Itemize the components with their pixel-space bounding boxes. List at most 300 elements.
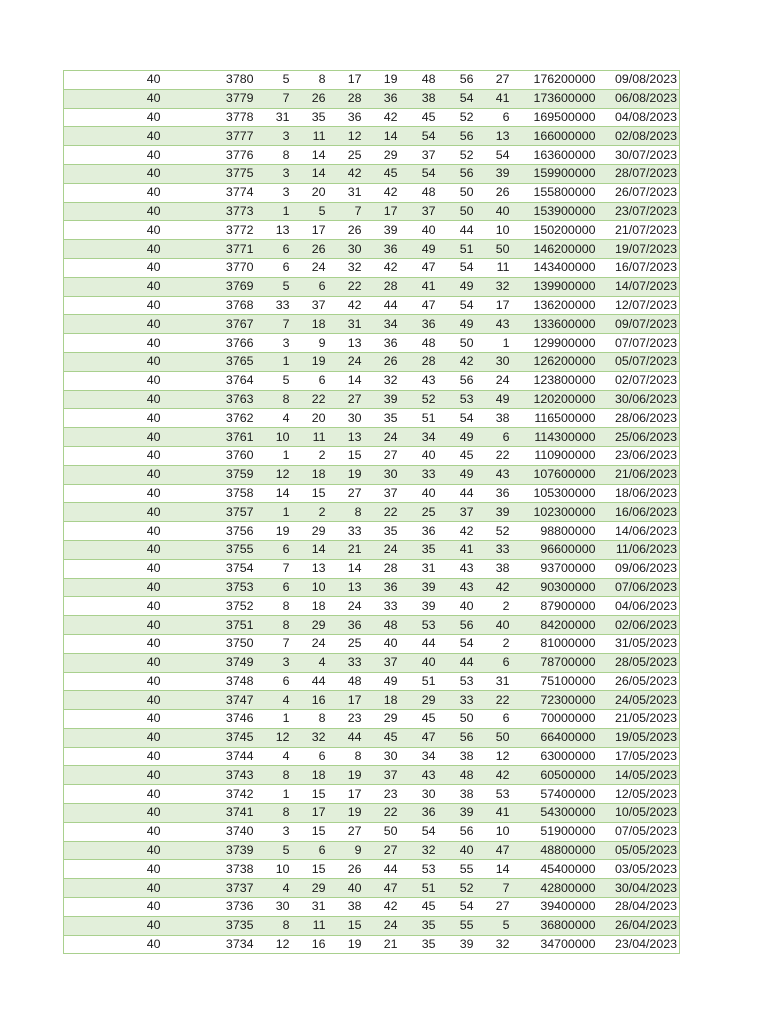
- draw-date-cell: 09/07/2023: [599, 315, 680, 334]
- table-row: [64, 841, 680, 860]
- ball-2-cell: 31: [293, 898, 329, 917]
- ball-4-cell: 36: [365, 240, 401, 259]
- ball-4-cell: 36: [365, 578, 401, 597]
- ball-5-cell: 29: [401, 691, 439, 710]
- table-row: [64, 860, 680, 879]
- ball-4-cell: 33: [365, 597, 401, 616]
- game-id-cell: 40: [64, 164, 164, 183]
- ball-2-cell: 20: [293, 409, 329, 428]
- ball-6-cell: 43: [439, 578, 477, 597]
- ball-5-cell: 43: [401, 766, 439, 785]
- ball-6-cell: 54: [439, 296, 477, 315]
- bonus-ball-cell: 42: [477, 766, 513, 785]
- ball-3-cell: 15: [329, 446, 365, 465]
- ball-2-cell: 14: [293, 540, 329, 559]
- ball-2-cell: 6: [293, 747, 329, 766]
- ball-6-cell: 45: [439, 446, 477, 465]
- jackpot-cell: 126200000: [513, 352, 599, 371]
- bonus-ball-cell: 43: [477, 315, 513, 334]
- table-row: [64, 747, 680, 766]
- draw-date-cell: 11/06/2023: [599, 540, 680, 559]
- game-id-cell: 40: [64, 352, 164, 371]
- draw-date-cell: 31/05/2023: [599, 634, 680, 653]
- bonus-ball-cell: 10: [477, 221, 513, 240]
- draw-number-cell: 3780: [164, 71, 257, 90]
- draw-number-cell: 3775: [164, 164, 257, 183]
- ball-1-cell: 4: [257, 879, 293, 898]
- ball-6-cell: 55: [439, 916, 477, 935]
- ball-3-cell: 19: [329, 465, 365, 484]
- ball-2-cell: 11: [293, 916, 329, 935]
- ball-2-cell: 6: [293, 277, 329, 296]
- ball-1-cell: 10: [257, 428, 293, 447]
- game-id-cell: 40: [64, 446, 164, 465]
- ball-3-cell: 25: [329, 146, 365, 165]
- ball-4-cell: 27: [365, 841, 401, 860]
- ball-4-cell: 34: [365, 315, 401, 334]
- table-row: [64, 634, 680, 653]
- game-id-cell: 40: [64, 258, 164, 277]
- draw-date-cell: 23/07/2023: [599, 202, 680, 221]
- bonus-ball-cell: 42: [477, 578, 513, 597]
- ball-1-cell: 6: [257, 240, 293, 259]
- jackpot-cell: 54300000: [513, 804, 599, 823]
- ball-6-cell: 39: [439, 804, 477, 823]
- ball-1-cell: 3: [257, 127, 293, 146]
- draw-number-cell: 3774: [164, 183, 257, 202]
- game-id-cell: 40: [64, 616, 164, 635]
- jackpot-cell: 105300000: [513, 484, 599, 503]
- draw-number-cell: 3746: [164, 710, 257, 729]
- ball-1-cell: 1: [257, 785, 293, 804]
- bonus-ball-cell: 32: [477, 277, 513, 296]
- ball-1-cell: 4: [257, 409, 293, 428]
- draw-date-cell: 14/07/2023: [599, 277, 680, 296]
- table-row: [64, 446, 680, 465]
- jackpot-cell: 98800000: [513, 522, 599, 541]
- bonus-ball-cell: 10: [477, 822, 513, 841]
- game-id-cell: 40: [64, 409, 164, 428]
- jackpot-cell: 42800000: [513, 879, 599, 898]
- game-id-cell: 40: [64, 240, 164, 259]
- ball-6-cell: 54: [439, 898, 477, 917]
- ball-1-cell: 5: [257, 71, 293, 90]
- table-row: [64, 164, 680, 183]
- ball-5-cell: 40: [401, 446, 439, 465]
- ball-6-cell: 49: [439, 315, 477, 334]
- ball-3-cell: 32: [329, 258, 365, 277]
- ball-6-cell: 44: [439, 221, 477, 240]
- ball-2-cell: 8: [293, 710, 329, 729]
- table-row: [64, 616, 680, 635]
- ball-6-cell: 54: [439, 634, 477, 653]
- ball-5-cell: 47: [401, 296, 439, 315]
- ball-5-cell: 48: [401, 71, 439, 90]
- bonus-ball-cell: 43: [477, 465, 513, 484]
- ball-2-cell: 22: [293, 390, 329, 409]
- ball-1-cell: 6: [257, 578, 293, 597]
- ball-5-cell: 37: [401, 202, 439, 221]
- bonus-ball-cell: 14: [477, 860, 513, 879]
- ball-4-cell: 22: [365, 804, 401, 823]
- draw-date-cell: 06/08/2023: [599, 89, 680, 108]
- table-row: [64, 465, 680, 484]
- jackpot-cell: 36800000: [513, 916, 599, 935]
- ball-1-cell: 5: [257, 371, 293, 390]
- bonus-ball-cell: 33: [477, 540, 513, 559]
- ball-5-cell: 34: [401, 747, 439, 766]
- jackpot-cell: 159900000: [513, 164, 599, 183]
- draw-date-cell: 19/07/2023: [599, 240, 680, 259]
- ball-4-cell: 37: [365, 484, 401, 503]
- bonus-ball-cell: 30: [477, 352, 513, 371]
- ball-2-cell: 2: [293, 446, 329, 465]
- draw-number-cell: 3747: [164, 691, 257, 710]
- table-row: [64, 653, 680, 672]
- ball-1-cell: 33: [257, 296, 293, 315]
- ball-2-cell: 24: [293, 258, 329, 277]
- bonus-ball-cell: 50: [477, 728, 513, 747]
- jackpot-cell: 116500000: [513, 409, 599, 428]
- draw-date-cell: 12/07/2023: [599, 296, 680, 315]
- ball-6-cell: 56: [439, 127, 477, 146]
- draw-number-cell: 3779: [164, 89, 257, 108]
- jackpot-cell: 155800000: [513, 183, 599, 202]
- table-row: [64, 258, 680, 277]
- ball-5-cell: 31: [401, 559, 439, 578]
- ball-2-cell: 6: [293, 841, 329, 860]
- bonus-ball-cell: 53: [477, 785, 513, 804]
- ball-4-cell: 18: [365, 691, 401, 710]
- ball-6-cell: 53: [439, 390, 477, 409]
- ball-2-cell: 24: [293, 634, 329, 653]
- ball-2-cell: 29: [293, 616, 329, 635]
- game-id-cell: 40: [64, 183, 164, 202]
- ball-5-cell: 51: [401, 409, 439, 428]
- draw-number-cell: 3760: [164, 446, 257, 465]
- bonus-ball-cell: 1: [477, 334, 513, 353]
- jackpot-cell: 93700000: [513, 559, 599, 578]
- ball-5-cell: 36: [401, 522, 439, 541]
- ball-4-cell: 30: [365, 747, 401, 766]
- table-row: [64, 221, 680, 240]
- draw-date-cell: 09/06/2023: [599, 559, 680, 578]
- draw-number-cell: 3757: [164, 503, 257, 522]
- ball-4-cell: 37: [365, 766, 401, 785]
- ball-2-cell: 18: [293, 766, 329, 785]
- game-id-cell: 40: [64, 202, 164, 221]
- ball-2-cell: 29: [293, 879, 329, 898]
- ball-4-cell: 44: [365, 860, 401, 879]
- ball-2-cell: 17: [293, 804, 329, 823]
- bonus-ball-cell: 27: [477, 71, 513, 90]
- bonus-ball-cell: 47: [477, 841, 513, 860]
- ball-5-cell: 40: [401, 221, 439, 240]
- ball-3-cell: 24: [329, 352, 365, 371]
- table-row: [64, 352, 680, 371]
- game-id-cell: 40: [64, 503, 164, 522]
- ball-6-cell: 56: [439, 616, 477, 635]
- draw-number-cell: 3751: [164, 616, 257, 635]
- game-id-cell: 40: [64, 146, 164, 165]
- draw-number-cell: 3750: [164, 634, 257, 653]
- table-row: [64, 785, 680, 804]
- ball-5-cell: 45: [401, 898, 439, 917]
- jackpot-cell: 87900000: [513, 597, 599, 616]
- table-row: [64, 409, 680, 428]
- ball-1-cell: 6: [257, 672, 293, 691]
- ball-3-cell: 30: [329, 240, 365, 259]
- jackpot-cell: 169500000: [513, 108, 599, 127]
- draw-date-cell: 07/05/2023: [599, 822, 680, 841]
- draw-results-table: [63, 70, 680, 954]
- table-row: [64, 71, 680, 90]
- draw-number-cell: 3771: [164, 240, 257, 259]
- ball-3-cell: 19: [329, 804, 365, 823]
- ball-1-cell: 13: [257, 221, 293, 240]
- bonus-ball-cell: 52: [477, 522, 513, 541]
- ball-2-cell: 11: [293, 428, 329, 447]
- ball-5-cell: 40: [401, 484, 439, 503]
- bonus-ball-cell: 41: [477, 89, 513, 108]
- ball-6-cell: 52: [439, 146, 477, 165]
- ball-1-cell: 6: [257, 540, 293, 559]
- draw-number-cell: 3737: [164, 879, 257, 898]
- bonus-ball-cell: 6: [477, 108, 513, 127]
- jackpot-cell: 90300000: [513, 578, 599, 597]
- ball-1-cell: 1: [257, 202, 293, 221]
- ball-1-cell: 7: [257, 315, 293, 334]
- ball-6-cell: 38: [439, 747, 477, 766]
- ball-2-cell: 14: [293, 146, 329, 165]
- ball-3-cell: 19: [329, 766, 365, 785]
- ball-4-cell: 36: [365, 89, 401, 108]
- ball-1-cell: 8: [257, 616, 293, 635]
- ball-5-cell: 45: [401, 108, 439, 127]
- bonus-ball-cell: 12: [477, 747, 513, 766]
- ball-4-cell: 50: [365, 822, 401, 841]
- game-id-cell: 40: [64, 841, 164, 860]
- game-id-cell: 40: [64, 879, 164, 898]
- ball-3-cell: 9: [329, 841, 365, 860]
- draw-number-cell: 3736: [164, 898, 257, 917]
- table-row: [64, 108, 680, 127]
- jackpot-cell: 72300000: [513, 691, 599, 710]
- bonus-ball-cell: 38: [477, 409, 513, 428]
- table-row: [64, 202, 680, 221]
- draw-date-cell: 03/05/2023: [599, 860, 680, 879]
- ball-6-cell: 54: [439, 258, 477, 277]
- ball-6-cell: 38: [439, 785, 477, 804]
- ball-2-cell: 15: [293, 484, 329, 503]
- ball-1-cell: 1: [257, 503, 293, 522]
- ball-3-cell: 42: [329, 164, 365, 183]
- ball-1-cell: 1: [257, 352, 293, 371]
- draw-date-cell: 21/05/2023: [599, 710, 680, 729]
- draw-date-cell: 30/04/2023: [599, 879, 680, 898]
- ball-3-cell: 27: [329, 822, 365, 841]
- ball-6-cell: 56: [439, 728, 477, 747]
- ball-6-cell: 44: [439, 484, 477, 503]
- ball-1-cell: 3: [257, 334, 293, 353]
- table-row: [64, 710, 680, 729]
- ball-2-cell: 2: [293, 503, 329, 522]
- draw-number-cell: 3770: [164, 258, 257, 277]
- ball-6-cell: 52: [439, 108, 477, 127]
- ball-5-cell: 54: [401, 127, 439, 146]
- jackpot-cell: 114300000: [513, 428, 599, 447]
- ball-1-cell: 1: [257, 446, 293, 465]
- ball-3-cell: 13: [329, 334, 365, 353]
- draw-date-cell: 21/07/2023: [599, 221, 680, 240]
- ball-5-cell: 35: [401, 916, 439, 935]
- ball-5-cell: 38: [401, 89, 439, 108]
- ball-2-cell: 20: [293, 183, 329, 202]
- draw-date-cell: 12/05/2023: [599, 785, 680, 804]
- ball-4-cell: 30: [365, 465, 401, 484]
- jackpot-cell: 123800000: [513, 371, 599, 390]
- game-id-cell: 40: [64, 334, 164, 353]
- ball-6-cell: 44: [439, 653, 477, 672]
- ball-3-cell: 31: [329, 183, 365, 202]
- game-id-cell: 40: [64, 672, 164, 691]
- bonus-ball-cell: 13: [477, 127, 513, 146]
- ball-2-cell: 15: [293, 785, 329, 804]
- ball-4-cell: 21: [365, 935, 401, 954]
- draw-date-cell: 23/06/2023: [599, 446, 680, 465]
- draw-number-cell: 3740: [164, 822, 257, 841]
- ball-2-cell: 16: [293, 691, 329, 710]
- bonus-ball-cell: 2: [477, 634, 513, 653]
- table-row: [64, 916, 680, 935]
- game-id-cell: 40: [64, 766, 164, 785]
- ball-4-cell: 24: [365, 428, 401, 447]
- ball-5-cell: 45: [401, 710, 439, 729]
- draw-number-cell: 3738: [164, 860, 257, 879]
- table-row: [64, 390, 680, 409]
- bonus-ball-cell: 17: [477, 296, 513, 315]
- ball-6-cell: 54: [439, 409, 477, 428]
- ball-6-cell: 51: [439, 240, 477, 259]
- game-id-cell: 40: [64, 371, 164, 390]
- jackpot-cell: 78700000: [513, 653, 599, 672]
- ball-3-cell: 31: [329, 315, 365, 334]
- game-id-cell: 40: [64, 484, 164, 503]
- draw-number-cell: 3765: [164, 352, 257, 371]
- ball-4-cell: 45: [365, 728, 401, 747]
- ball-6-cell: 48: [439, 766, 477, 785]
- jackpot-cell: 173600000: [513, 89, 599, 108]
- ball-4-cell: 48: [365, 616, 401, 635]
- draw-date-cell: 16/06/2023: [599, 503, 680, 522]
- table-row: [64, 277, 680, 296]
- bonus-ball-cell: 5: [477, 916, 513, 935]
- ball-6-cell: 39: [439, 935, 477, 954]
- game-id-cell: 40: [64, 428, 164, 447]
- ball-3-cell: 23: [329, 710, 365, 729]
- ball-1-cell: 3: [257, 822, 293, 841]
- draw-date-cell: 25/06/2023: [599, 428, 680, 447]
- ball-1-cell: 8: [257, 804, 293, 823]
- ball-1-cell: 19: [257, 522, 293, 541]
- ball-6-cell: 53: [439, 672, 477, 691]
- draw-date-cell: 02/07/2023: [599, 371, 680, 390]
- game-id-cell: 40: [64, 71, 164, 90]
- jackpot-cell: 96600000: [513, 540, 599, 559]
- ball-4-cell: 32: [365, 371, 401, 390]
- table-row: [64, 804, 680, 823]
- ball-1-cell: 14: [257, 484, 293, 503]
- ball-1-cell: 3: [257, 183, 293, 202]
- game-id-cell: 40: [64, 597, 164, 616]
- bonus-ball-cell: 40: [477, 616, 513, 635]
- draw-number-cell: 3741: [164, 804, 257, 823]
- draw-date-cell: 14/05/2023: [599, 766, 680, 785]
- ball-5-cell: 54: [401, 164, 439, 183]
- jackpot-cell: 139900000: [513, 277, 599, 296]
- bonus-ball-cell: 22: [477, 691, 513, 710]
- draw-number-cell: 3754: [164, 559, 257, 578]
- draw-number-cell: 3743: [164, 766, 257, 785]
- jackpot-cell: 70000000: [513, 710, 599, 729]
- jackpot-cell: 110900000: [513, 446, 599, 465]
- ball-4-cell: 29: [365, 146, 401, 165]
- ball-2-cell: 16: [293, 935, 329, 954]
- ball-2-cell: 8: [293, 71, 329, 90]
- table-row: [64, 672, 680, 691]
- ball-4-cell: 24: [365, 540, 401, 559]
- ball-2-cell: 32: [293, 728, 329, 747]
- ball-4-cell: 42: [365, 258, 401, 277]
- bonus-ball-cell: 41: [477, 804, 513, 823]
- draw-number-cell: 3742: [164, 785, 257, 804]
- ball-1-cell: 4: [257, 691, 293, 710]
- ball-1-cell: 12: [257, 465, 293, 484]
- draw-date-cell: 28/07/2023: [599, 164, 680, 183]
- ball-5-cell: 41: [401, 277, 439, 296]
- draw-date-cell: 04/06/2023: [599, 597, 680, 616]
- draw-date-cell: 28/06/2023: [599, 409, 680, 428]
- draw-date-cell: 26/04/2023: [599, 916, 680, 935]
- ball-2-cell: 18: [293, 315, 329, 334]
- ball-3-cell: 8: [329, 503, 365, 522]
- draw-number-cell: 3777: [164, 127, 257, 146]
- game-id-cell: 40: [64, 785, 164, 804]
- ball-5-cell: 32: [401, 841, 439, 860]
- ball-5-cell: 54: [401, 822, 439, 841]
- draw-number-cell: 3764: [164, 371, 257, 390]
- ball-3-cell: 36: [329, 108, 365, 127]
- ball-3-cell: 17: [329, 785, 365, 804]
- bonus-ball-cell: 36: [477, 484, 513, 503]
- ball-4-cell: 22: [365, 503, 401, 522]
- ball-3-cell: 26: [329, 221, 365, 240]
- ball-3-cell: 33: [329, 653, 365, 672]
- bonus-ball-cell: 6: [477, 710, 513, 729]
- ball-5-cell: 33: [401, 465, 439, 484]
- draw-number-cell: 3735: [164, 916, 257, 935]
- ball-4-cell: 47: [365, 879, 401, 898]
- ball-4-cell: 42: [365, 183, 401, 202]
- jackpot-cell: 133600000: [513, 315, 599, 334]
- ball-4-cell: 42: [365, 898, 401, 917]
- jackpot-cell: 153900000: [513, 202, 599, 221]
- ball-6-cell: 56: [439, 822, 477, 841]
- ball-1-cell: 6: [257, 258, 293, 277]
- ball-4-cell: 19: [365, 71, 401, 90]
- table-row: [64, 296, 680, 315]
- game-id-cell: 40: [64, 898, 164, 917]
